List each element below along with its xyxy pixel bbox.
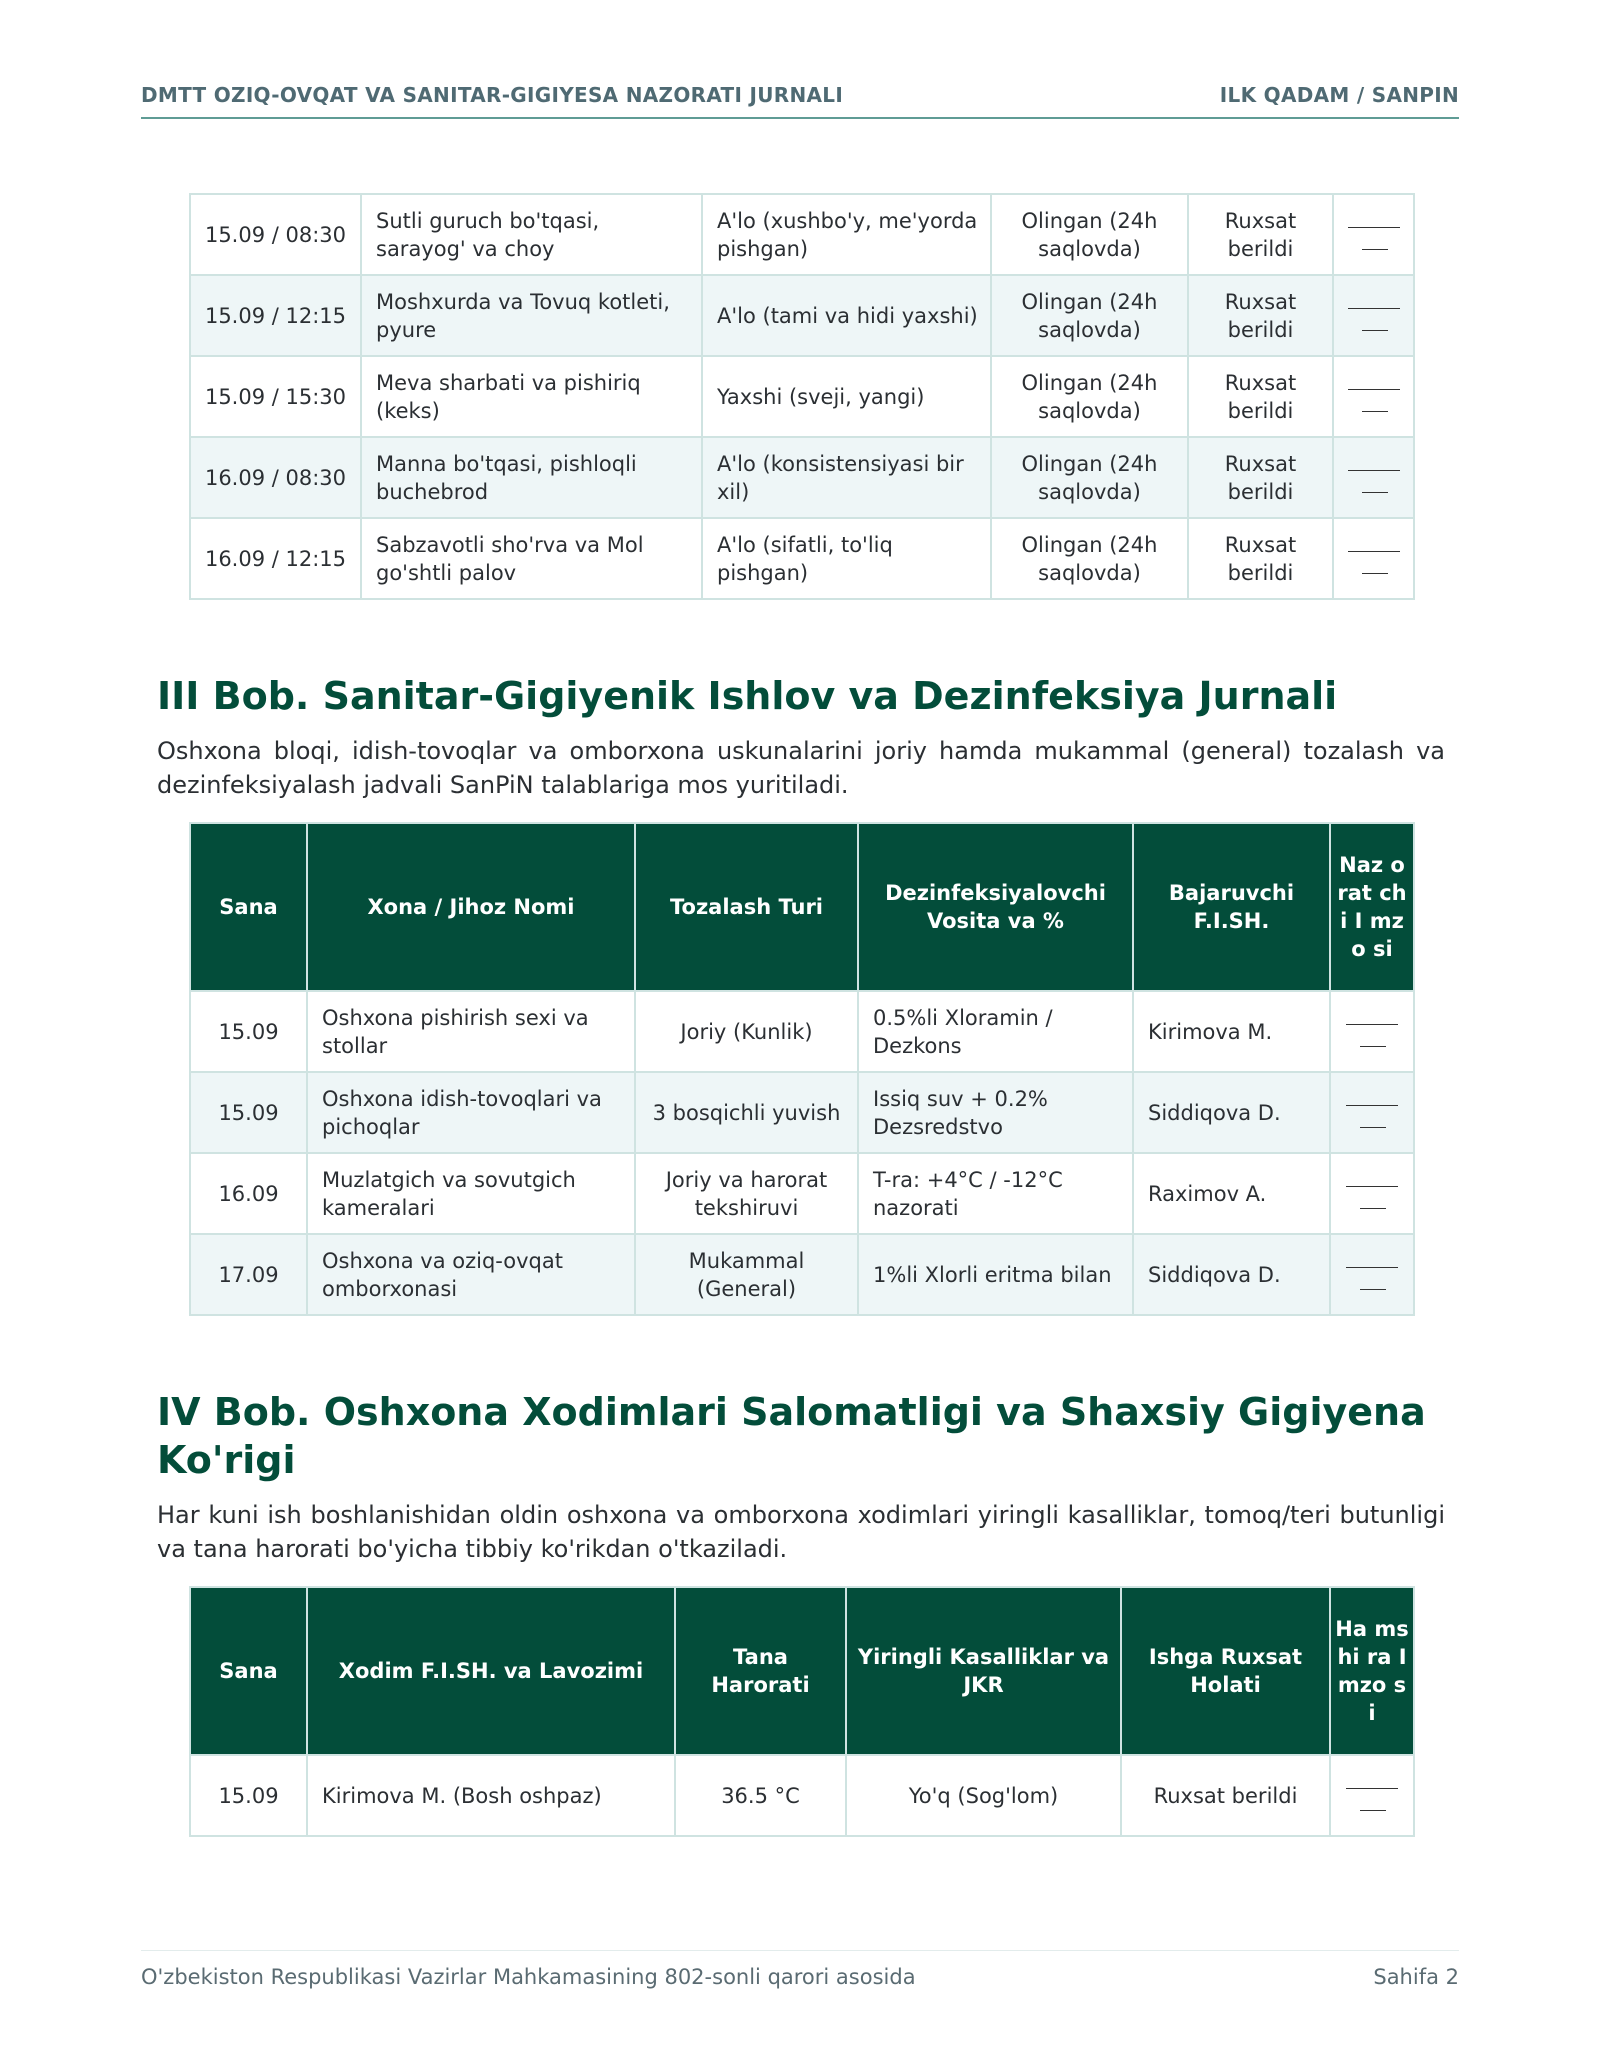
staff-health-table [189,1586,1415,1837]
performer-cell: Raximov A. [1133,1153,1330,1234]
signature-line [1348,454,1400,494]
table-row [190,356,1414,437]
page-header [141,83,1459,119]
signature-cell [1333,437,1414,518]
datetime-cell: 15.09 / 08:30 [190,194,361,275]
status-cell: Ruxsat berildi [1121,1755,1330,1836]
meal-cell: Sutli guruch bo'tqasi, sarayog' va choy [361,194,702,275]
meal-cell: Moshxurda va Tovuq kotleti, pyure [361,275,702,356]
date-cell: 15.09 [190,1755,307,1836]
room-cell: Oshxona idish-tovoqlari va pichoqlar [307,1072,635,1153]
journal-title: DMTT OZIQ-OVQAT VA SANITAR-GIGIYESA NAZORATI JURNALI [141,83,844,107]
signature-cell [1330,1234,1414,1315]
table-row [190,275,1414,356]
column-header: Sana [190,1587,307,1755]
agent-cell: 1%li Xlorli eritma bilan [858,1234,1133,1315]
signature-cell [1330,1072,1414,1153]
sample-cell: Olingan (24h saqlovda) [991,275,1188,356]
signature-line [1348,535,1400,575]
signature-cell [1330,1755,1414,1836]
quality-cell: A'lo (sifatli, to'liq pishgan) [702,518,991,599]
datetime-cell: 15.09 / 15:30 [190,356,361,437]
performer-cell: Kirimova M. [1133,991,1330,1072]
agent-cell: Issiq suv + 0.2% Dezsredstvo [858,1072,1133,1153]
date-cell: 15.09 [190,1072,307,1153]
permission-cell: Ruxsat berildi [1188,275,1333,356]
agent-cell: T-ra: +4°C / -12°C nazorati [858,1153,1133,1234]
column-header: Xona / Jihoz Nomi [307,823,635,991]
cleaning-type-cell: Joriy va harorat tekshiruvi [635,1153,858,1234]
meal-cell: Manna bo'tqasi, pishloqli buchebrod [361,437,702,518]
quality-cell: A'lo (xushbo'y, me'yorda pishgan) [702,194,991,275]
quality-cell: A'lo (konsistensiyasi bir xil) [702,437,991,518]
table-row [190,518,1414,599]
page-number: Sahifa 2 [1373,1965,1459,1989]
room-cell: Muzlatgich va sovutgich kameralari [307,1153,635,1234]
sample-cell: Olingan (24h saqlovda) [991,518,1188,599]
table-row [190,437,1414,518]
column-header: Ha mshi ra I mzo si [1330,1587,1414,1755]
signature-line [1346,1008,1398,1048]
signature-cell [1330,991,1414,1072]
employee-cell: Kirimova M. (Bosh oshpaz) [307,1755,675,1836]
quality-cell: A'lo (tami va hidi yaxshi) [702,275,991,356]
column-header: Naz orat chi I mzo si [1330,823,1414,991]
table-header-row [190,823,1414,991]
date-cell: 15.09 [190,991,307,1072]
header-tag: ILK QADAM / SANPIN [1219,83,1459,107]
sample-cell: Olingan (24h saqlovda) [991,437,1188,518]
column-header: Sana [190,823,307,991]
signature-cell [1333,194,1414,275]
signature-line [1346,1170,1398,1210]
signature-cell [1333,356,1414,437]
table-row [190,1072,1414,1153]
column-header: Bajaruvchi F.I.SH. [1133,823,1330,991]
signature-line [1346,1089,1398,1129]
cleaning-type-cell: Mukammal (General) [635,1234,858,1315]
table-row [190,194,1414,275]
table-row [190,991,1414,1072]
table-row [190,1755,1414,1836]
sanitation-table [189,822,1415,1316]
permission-cell: Ruxsat berildi [1188,356,1333,437]
room-cell: Oshxona va oziq-ovqat omborxonasi [307,1234,635,1315]
meal-cell: Meva sharbati va pishiriq (keks) [361,356,702,437]
temperature-cell: 36.5 °C [675,1755,846,1836]
date-cell: 16.09 [190,1153,307,1234]
permission-cell: Ruxsat berildi [1188,437,1333,518]
illness-cell: Yo'q (Sog'lom) [846,1755,1121,1836]
performer-cell: Siddiqova D. [1133,1072,1330,1153]
signature-line [1348,373,1400,413]
sample-cell: Olingan (24h saqlovda) [991,194,1188,275]
column-header: Yiringli Kasalliklar va JKR [846,1587,1121,1755]
section-3-title: III Bob. Sanitar-Gigiyenik Ishlov va Dezinfeksiya Jurnali [157,674,1338,718]
datetime-cell: 15.09 / 12:15 [190,275,361,356]
table-header-row [190,1587,1414,1755]
meal-cell: Sabzavotli sho'rva va Mol go'shtli palov [361,518,702,599]
section-4-title: IV Bob. Oshxona Xodimlari Salomatligi va Shaxsiy Gigiyena Ko'rigi [157,1390,1426,1482]
column-header: Tozalash Turi [635,823,858,991]
date-cell: 17.09 [190,1234,307,1315]
permission-cell: Ruxsat berildi [1188,518,1333,599]
section-3-intro: Oshxona bloqi, idish-tovoqlar va omborxona uskunalarini joriy hamda mukammal (general) tozalash va dezinfeksiyalash jadvali SanPiN talablariga mos yuritiladi. [157,737,1445,799]
table-row [190,1153,1414,1234]
food-control-table [189,193,1415,600]
signature-line [1348,292,1400,332]
performer-cell: Siddiqova D. [1133,1234,1330,1315]
signature-cell [1333,518,1414,599]
signature-cell [1330,1153,1414,1234]
signature-line [1346,1251,1398,1291]
signature-line [1346,1772,1398,1812]
quality-cell: Yaxshi (sveji, yangi) [702,356,991,437]
datetime-cell: 16.09 / 08:30 [190,437,361,518]
page-footer [141,1950,1459,1989]
cleaning-type-cell: Joriy (Kunlik) [635,991,858,1072]
footer-source: O'zbekiston Respublikasi Vazirlar Mahkamasining 802-sonli qarori asosida [141,1965,916,1989]
column-header: Xodim F.I.SH. va Lavozimi [307,1587,675,1755]
column-header: Tana Harorati [675,1587,846,1755]
agent-cell: 0.5%li Xloramin / Dezkons [858,991,1133,1072]
datetime-cell: 16.09 / 12:15 [190,518,361,599]
signature-line [1348,211,1400,251]
signature-cell [1333,275,1414,356]
table-row [190,1234,1414,1315]
section-4-intro: Har kuni ish boshlanishidan oldin oshxona va omborxona xodimlari yiringli kasalliklar, tomoq/teri butunligi va tana harorati bo'yicha tibbiy ko'rikdan o'tkaziladi. [157,1501,1445,1563]
room-cell: Oshxona pishirish sexi va stollar [307,991,635,1072]
sample-cell: Olingan (24h saqlovda) [991,356,1188,437]
permission-cell: Ruxsat berildi [1188,194,1333,275]
column-header: Dezinfeksiyalovchi Vosita va % [858,823,1133,991]
column-header: Ishga Ruxsat Holati [1121,1587,1330,1755]
cleaning-type-cell: 3 bosqichli yuvish [635,1072,858,1153]
